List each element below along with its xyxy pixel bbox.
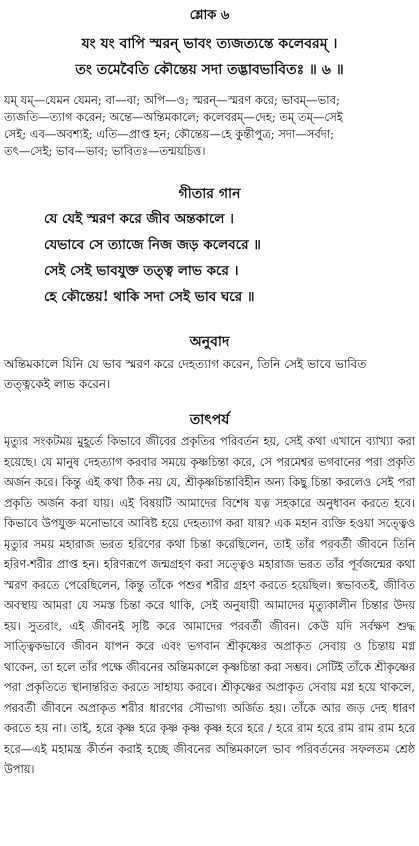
translation-paragraph: অন্তিমকালে যিনি যে ভাব স্মরণ করে দেহত্যাগ করেন, তিনি সেই ভাবে ভাবিত তত্ত্বকেই লাভ করেন। bbox=[4, 357, 367, 391]
verse-title: শ্লোক ৬ bbox=[189, 8, 230, 23]
translation-text bbox=[4, 354, 415, 394]
song-heading: গীতার গান bbox=[178, 186, 241, 202]
purport-paragraph: মৃত্যুর সংকটময় মুহূর্তে কিভাবে জীবের প্রকৃতির পরিবর্তন হয়, সেই কথা এখানে ব্যাখ্যা করা হয়েছে। যে মানুষ দেহত্যাগ করবার সময়ে কৃষ্ণচিন্তা করে, সে পরমেশ্বর ভগবানের পরা প্রকৃতি অর্জন করে। কিন্তু এই কথা ঠিক নয় যে, শ্রীকৃষ্ণচিন্তাবিহীন অন্য কিছু চিন্তা করলেও সেই পরা প্রকৃতি অর্জন করা যায়। এই বিষয়টি আমাদের বিশেষ যত্ন সহকারে অনুধাবন করতে হবে। কিভাবে উপযুক্ত মনোভাবে আবিষ্ট হয়ে দেহত্যাগ করা যায়? এক মহান ব্যক্তি হওয়া সত্ত্বেও মৃত্যুর সময় মহারাজ ভরত হরিণের কথা চিন্তা করেছিলেন, তাই তাঁর পরবর্তী জীবনে তিনি হরিণ-শরীর প্রাপ্ত হন। হরিণরূপে জন্মগ্রহণ করা সত্ত্বেও মহারাজ ভরত তাঁর পূর্বজন্মের কথা স্মরণ করতে পেরেছিলেন, কিন্তু তাঁকে পশুর শরীর গ্রহণ করতে হয়েছিল। স্বভাবতই, জীবিত অবস্থায় আমরা যে সমস্ত চিন্তা করে থাকি, সেই অনুযায়ী আমাদের মৃত্যুকালীন চিন্তার উদয় হয়। সুতরাং, এই জীবনই সৃষ্টি করে আমাদের পরবর্তী জীবন। কেউ যদি সর্বক্ষণ শুদ্ধ সাত্ত্বিকভাবে জীবন যাপন করে এবং ভগবান শ্রীকৃষ্ণের অপ্রাকৃত সেবায় ও চিন্তায় মগ্ন থাকেন, তা হলে তাঁর পক্ষে জীবনের অন্তিমকালে কৃষ্ণচিন্তা করা সম্ভব। সেটিই তাঁকে শ্রীকৃষ্ণের পরা প্রকৃতিতে স্থানান্তরিত করতে সাহায্য করবে। শ্রীকৃষ্ণের অপ্রাকৃত সেবায় মগ্ন হয়ে থাকলে, পরবর্তী জীবনে অপ্রাকৃত শরীর ধারণের সৌভাগ্য অর্জিত হয়। তাঁকে আর জড় দেহ ধারণ করতে হয় না। তাই, হরে কৃষ্ণ হরে কৃষ্ণ কৃষ্ণ কৃষ্ণ হরে হরে / হরে রাম হরে রাম রাম রাম হরে হরে—এই মহামন্ত্র কীর্তন করাই হচ্ছে জীবনের অন্তিমকালে ভাব পরিবর্তনের সফলতম শ্রেষ্ঠ উপায়। bbox=[4, 435, 415, 776]
translation-heading: অনুবাদ bbox=[189, 334, 230, 350]
song-line: সেই সেই ভাবযুক্ত তত্ত্ব লাভ করে । bbox=[44, 263, 239, 279]
word-meaning-line: সেই; এব—অবশ্যই; এতি—প্রাপ্ত হন; কৌন্তেয়—হে কুন্তীপুত্র; সদা—সর্বদা; bbox=[4, 127, 335, 141]
song-line: যে যেই স্মরণ করে জীব অন্তকালে । bbox=[44, 211, 234, 227]
word-meaning-line: যম্ যম্—যেমন যেমন; বা—বা; অপি—ও; স্মরন্—স্মরণ করে; ভাবম্—ভাব; bbox=[4, 93, 340, 107]
song-line: হে কৌন্তেয়! থাকি সদা সেই ভাব ঘরে ॥ bbox=[44, 289, 255, 305]
word-meaning-line: ত্যজতি—ত্যাগ করেন; অন্তে—অন্তিমকালে; কলেবরম্—দেহ; তম্ তম্—সেই bbox=[4, 110, 343, 124]
purport-heading: তাৎপর্য bbox=[189, 412, 230, 428]
song-line: যেভাবে সে ত্যাজে নিজ জড় কলেবরে ॥ bbox=[44, 237, 261, 253]
song-verse bbox=[44, 206, 414, 310]
verse-line-1: যং যং বাপি স্মরন্ ভাবং ত্যজত্যন্তে কলেবরম্ । bbox=[81, 36, 338, 52]
verse-line-2: তং তমেবৈতি কৌন্তেয় সদা তদ্ভাবভাবিতঃ ॥ ৬ ॥ bbox=[75, 62, 344, 78]
word-meaning-line: তৎ—সেই; ভাব—ভাব; ভাবিতঃ—তন্ময়চিত্ত। bbox=[4, 144, 206, 158]
purport-text bbox=[4, 432, 415, 781]
word-meanings bbox=[4, 92, 415, 160]
